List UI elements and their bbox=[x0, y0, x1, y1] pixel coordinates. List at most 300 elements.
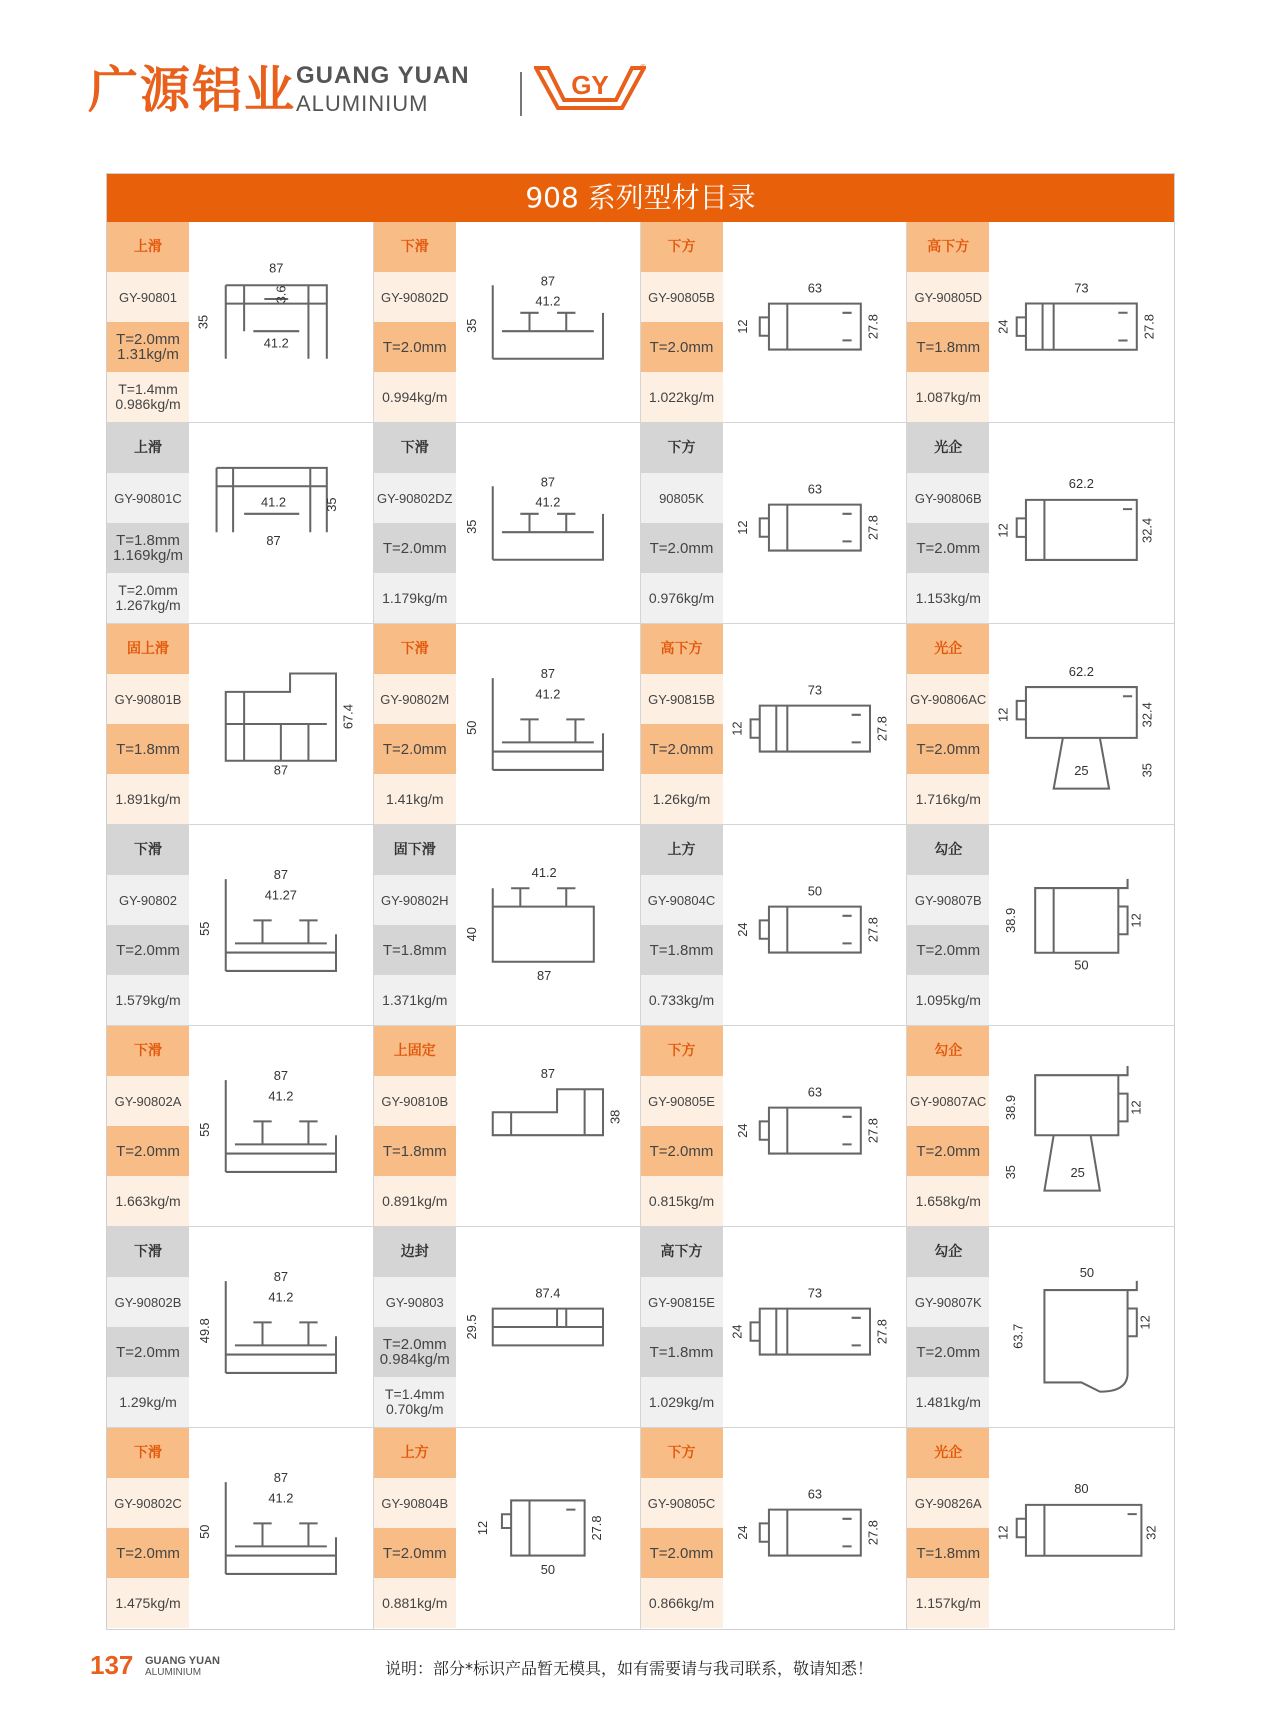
profile-name: 上固定 bbox=[374, 1026, 456, 1076]
profile-cell bbox=[907, 1026, 1174, 1227]
profile-info bbox=[107, 1428, 189, 1628]
profile-name: 边封 bbox=[374, 1227, 456, 1277]
profile-cell bbox=[907, 1227, 1174, 1428]
dimension-label: 32 bbox=[1143, 1525, 1159, 1540]
profile-drawing bbox=[189, 825, 373, 1025]
profile-code: GY-90810B bbox=[374, 1076, 456, 1126]
profile-code: GY-90806AC bbox=[907, 674, 989, 724]
footer-brand bbox=[145, 1655, 220, 1679]
profile-cell bbox=[107, 1227, 374, 1428]
dimension-label: 41.2 bbox=[268, 1289, 294, 1305]
brand-en-line1: GUANG YUAN bbox=[296, 62, 470, 89]
profile-drawing bbox=[989, 222, 1174, 422]
dimension-label: 24 bbox=[728, 1324, 744, 1339]
profile-spec: T=1.8mm bbox=[107, 724, 189, 774]
profile-name: 上滑 bbox=[107, 222, 189, 272]
profile-section-icon bbox=[989, 825, 1174, 1025]
dimension-label: 27.8 bbox=[864, 1118, 880, 1144]
profile-drawing bbox=[989, 1026, 1174, 1226]
dimension-label: 12 bbox=[1137, 1315, 1153, 1330]
profile-name: 上方 bbox=[374, 1428, 456, 1478]
profile-cell bbox=[107, 825, 374, 1026]
profile-outline bbox=[1017, 500, 1137, 560]
profile-code: GY-90806B bbox=[907, 473, 989, 523]
dimension-label: 73 bbox=[807, 1285, 822, 1301]
profile-info bbox=[374, 1026, 456, 1226]
profile-info bbox=[907, 222, 989, 422]
profile-name: 下滑 bbox=[107, 1026, 189, 1076]
dimension-label: 32.4 bbox=[1139, 702, 1155, 728]
profile-drawing bbox=[989, 423, 1174, 623]
profile-drawing bbox=[989, 624, 1174, 824]
profile-code: 90805K bbox=[641, 473, 723, 523]
profile-cell bbox=[907, 624, 1174, 825]
dimension-label: 41.2 bbox=[535, 494, 561, 510]
profile-cell bbox=[641, 1227, 908, 1428]
profile-catalog bbox=[106, 173, 1175, 1630]
dimension-label: 35 bbox=[324, 497, 339, 512]
dimension-label: 38.9 bbox=[1003, 907, 1019, 933]
profile-info bbox=[374, 1227, 456, 1427]
profile-code: GY-90805E bbox=[641, 1076, 723, 1126]
profile-name: 勾企 bbox=[907, 1026, 989, 1076]
profile-weight: 0.866kg/m bbox=[641, 1578, 723, 1628]
profile-name: 下方 bbox=[641, 423, 723, 473]
dimension-label: 35 bbox=[1003, 1165, 1019, 1180]
profile-weight: 1.475kg/m bbox=[107, 1578, 189, 1628]
profile-weight: 1.26kg/m bbox=[641, 774, 723, 824]
profile-weight: 0.994kg/m bbox=[374, 372, 456, 422]
dimension-label: 35 bbox=[463, 318, 479, 333]
profile-drawing bbox=[189, 624, 373, 824]
profile-drawing bbox=[723, 825, 907, 1025]
profile-info bbox=[907, 1026, 989, 1226]
profile-grid bbox=[107, 222, 1174, 1629]
profile-code: GY-90807K bbox=[907, 1277, 989, 1327]
profile-info bbox=[107, 423, 189, 623]
registered-mark: ® bbox=[640, 63, 646, 72]
dimension-label: 62.2 bbox=[1069, 663, 1095, 679]
dimension-label: 12 bbox=[1128, 1100, 1144, 1115]
profile-weight: 0.881kg/m bbox=[374, 1578, 456, 1628]
profile-weight: 1.41kg/m bbox=[374, 774, 456, 824]
profile-outline bbox=[1035, 879, 1127, 953]
profile-name: 下方 bbox=[641, 222, 723, 272]
profile-section-icon bbox=[989, 222, 1174, 422]
profile-info bbox=[374, 222, 456, 422]
dimension-label: 73 bbox=[1074, 280, 1089, 296]
profile-code: GY-90802H bbox=[374, 875, 456, 925]
profile-info bbox=[641, 423, 723, 623]
profile-spec: T=2.0mm bbox=[907, 925, 989, 975]
profile-weight: 0.733kg/m bbox=[641, 975, 723, 1025]
profile-name: 光企 bbox=[907, 423, 989, 473]
profile-info bbox=[641, 825, 723, 1025]
dimension-label: 87 bbox=[536, 968, 552, 984]
profile-section-icon bbox=[989, 624, 1174, 824]
dimension-label: 41.2 bbox=[531, 865, 557, 881]
dimension-label: 29.5 bbox=[463, 1314, 479, 1340]
profile-info bbox=[907, 423, 989, 623]
profile-cell bbox=[641, 624, 908, 825]
profile-drawing bbox=[723, 1026, 907, 1226]
profile-section-icon bbox=[989, 1428, 1174, 1628]
profile-info bbox=[107, 222, 189, 422]
profile-name: 高下方 bbox=[641, 624, 723, 674]
page-number: 137 bbox=[90, 1650, 134, 1680]
logo-lettering: GY bbox=[571, 70, 609, 100]
dimension-label: 87 bbox=[273, 1068, 289, 1084]
dimension-label: 63.7 bbox=[1010, 1323, 1026, 1349]
dimension-label: 38 bbox=[607, 1109, 623, 1124]
dimension-label: 32.4 bbox=[1139, 517, 1155, 543]
profile-section-icon bbox=[456, 423, 640, 623]
profile-spec: T=1.8mm bbox=[641, 1327, 723, 1377]
profile-drawing bbox=[456, 1227, 640, 1427]
profile-info bbox=[107, 1026, 189, 1226]
dimension-label: 55 bbox=[197, 1122, 213, 1137]
profile-name: 下滑 bbox=[374, 423, 456, 473]
profile-name: 光企 bbox=[907, 624, 989, 674]
profile-cell bbox=[374, 1428, 641, 1629]
profile-spec: T=2.0mm 1.31kg/m bbox=[107, 322, 189, 372]
dimension-label: 27.8 bbox=[864, 1520, 880, 1546]
dimension-label: 87 bbox=[540, 1066, 555, 1082]
dimension-label: 12 bbox=[995, 1525, 1011, 1540]
dimension-label: 12 bbox=[474, 1520, 490, 1536]
profile-drawing bbox=[989, 825, 1174, 1025]
profile-drawing bbox=[723, 222, 907, 422]
dimension-label: 63 bbox=[807, 280, 822, 296]
profile-info bbox=[374, 423, 456, 623]
profile-outline bbox=[493, 1089, 603, 1135]
profile-spec: T=2.0mm 0.984kg/m bbox=[374, 1327, 456, 1377]
profile-name: 固下滑 bbox=[374, 825, 456, 875]
profile-outline bbox=[1017, 304, 1137, 350]
dimension-label: 87.4 bbox=[535, 1285, 561, 1301]
profile-cell bbox=[374, 1227, 641, 1428]
profile-spec: T=2.0mm bbox=[907, 1126, 989, 1176]
profile-weight: 1.022kg/m bbox=[641, 372, 723, 422]
profile-section-icon bbox=[189, 624, 373, 824]
brand-name-en bbox=[296, 64, 470, 116]
profile-section-icon bbox=[189, 825, 373, 1025]
profile-spec: T=2.0mm bbox=[641, 1528, 723, 1578]
profile-name: 勾企 bbox=[907, 825, 989, 875]
profile-section-icon bbox=[456, 1428, 640, 1628]
profile-weight: 1.891kg/m bbox=[107, 774, 189, 824]
profile-code: GY-90805C bbox=[641, 1478, 723, 1528]
profile-section-icon bbox=[989, 1026, 1174, 1226]
profile-section-icon bbox=[456, 1227, 640, 1427]
dimension-label: 25 bbox=[1070, 1164, 1086, 1180]
dimension-label: 25 bbox=[1074, 762, 1089, 778]
profile-name: 上方 bbox=[641, 825, 723, 875]
profile-code: GY-90802D bbox=[374, 272, 456, 322]
dimension-label: 87 bbox=[266, 533, 281, 549]
profile-cell bbox=[374, 825, 641, 1026]
dimension-label: 50 bbox=[197, 1524, 213, 1539]
dimension-label: 41.2 bbox=[261, 494, 287, 510]
profile-section-icon bbox=[723, 825, 907, 1025]
profile-info bbox=[107, 1227, 189, 1427]
dimension-label: 50 bbox=[1079, 1265, 1095, 1281]
profile-info bbox=[641, 624, 723, 824]
profile-section-icon bbox=[456, 222, 640, 422]
dimension-label: 27.8 bbox=[874, 1319, 890, 1345]
profile-weight: 1.658kg/m bbox=[907, 1176, 989, 1226]
profile-name: 下滑 bbox=[107, 1227, 189, 1277]
dimension-label: 41.2 bbox=[535, 686, 561, 702]
profile-code: GY-90826A bbox=[907, 1478, 989, 1528]
profile-cell bbox=[107, 624, 374, 825]
dimension-label: 27.8 bbox=[1141, 314, 1157, 340]
profile-cell bbox=[907, 1428, 1174, 1629]
profile-weight: 0.976kg/m bbox=[641, 573, 723, 623]
profile-section-icon bbox=[189, 222, 373, 422]
dimension-label: 27.8 bbox=[864, 515, 880, 541]
profile-weight: 1.579kg/m bbox=[107, 975, 189, 1025]
dimension-label: 24 bbox=[734, 1525, 750, 1540]
profile-weight: 0.891kg/m bbox=[374, 1176, 456, 1226]
dimension-label: 24 bbox=[995, 319, 1011, 334]
profile-weight: 1.029kg/m bbox=[641, 1377, 723, 1427]
profile-weight: 1.663kg/m bbox=[107, 1176, 189, 1226]
profile-info bbox=[641, 1428, 723, 1628]
profile-drawing bbox=[456, 423, 640, 623]
dimension-label: 41.2 bbox=[268, 1088, 294, 1104]
footer-note: 说明：部分*标识产品暂无模具，如有需要请与我司联系，敬请知悉！ bbox=[385, 1659, 874, 1678]
profile-drawing bbox=[723, 1227, 907, 1427]
profile-spec: T=2.0mm bbox=[374, 523, 456, 573]
dimension-label: 12 bbox=[995, 707, 1011, 722]
profile-weight: 1.481kg/m bbox=[907, 1377, 989, 1427]
profile-code: GY-90807B bbox=[907, 875, 989, 925]
profile-cell bbox=[641, 222, 908, 423]
profile-name: 下滑 bbox=[107, 825, 189, 875]
profile-code: GY-90815B bbox=[641, 674, 723, 724]
profile-code: GY-90804C bbox=[641, 875, 723, 925]
dimension-label: 41.27 bbox=[264, 887, 297, 903]
profile-drawing bbox=[723, 423, 907, 623]
dimension-label: 62.2 bbox=[1069, 475, 1095, 491]
profile-cell bbox=[641, 1026, 908, 1227]
profile-code: GY-90802C bbox=[107, 1478, 189, 1528]
profile-weight: 1.153kg/m bbox=[907, 573, 989, 623]
profile-weight: T=2.0mm 1.267kg/m bbox=[107, 573, 189, 623]
profile-cell bbox=[374, 1026, 641, 1227]
profile-outline bbox=[1045, 1281, 1137, 1392]
profile-drawing bbox=[189, 222, 373, 422]
profile-name: 下滑 bbox=[374, 624, 456, 674]
profile-drawing bbox=[189, 1227, 373, 1427]
footer-brand-line1: GUANG YUAN bbox=[145, 1655, 220, 1667]
profile-info bbox=[107, 825, 189, 1025]
dimension-label: 40 bbox=[463, 927, 479, 942]
profile-spec: T=2.0mm bbox=[641, 1126, 723, 1176]
profile-spec: T=2.0mm bbox=[641, 523, 723, 573]
profile-cell bbox=[641, 423, 908, 624]
profile-section-icon bbox=[189, 1026, 373, 1226]
profile-cell bbox=[374, 423, 641, 624]
profile-spec: T=1.8mm bbox=[907, 1528, 989, 1578]
profile-name: 高下方 bbox=[641, 1227, 723, 1277]
profile-info bbox=[374, 825, 456, 1025]
profile-spec: T=1.8mm bbox=[374, 925, 456, 975]
brand-name-cn: 广源铝业 bbox=[88, 61, 296, 119]
profile-code: GY-90801B bbox=[107, 674, 189, 724]
profile-section-icon bbox=[723, 1026, 907, 1226]
profile-spec: T=2.0mm bbox=[374, 724, 456, 774]
profile-cell bbox=[641, 1428, 908, 1629]
profile-weight: 1.716kg/m bbox=[907, 774, 989, 824]
profile-outline bbox=[759, 1108, 860, 1154]
profile-drawing bbox=[723, 624, 907, 824]
dimension-label: 55 bbox=[197, 921, 213, 936]
profile-code: GY-90802M bbox=[374, 674, 456, 724]
dimension-label: 12 bbox=[734, 520, 750, 535]
profile-spec: T=2.0mm bbox=[641, 322, 723, 372]
profile-cell bbox=[907, 423, 1174, 624]
profile-info bbox=[641, 1026, 723, 1226]
dimension-label: 50 bbox=[540, 1561, 555, 1577]
profile-name: 上滑 bbox=[107, 423, 189, 473]
profile-spec: T=2.0mm bbox=[641, 724, 723, 774]
dimension-label: 50 bbox=[463, 720, 479, 735]
brand-logo-icon bbox=[534, 60, 646, 116]
profile-code: GY-90804B bbox=[374, 1478, 456, 1528]
profile-weight: T=1.4mm 0.70kg/m bbox=[374, 1377, 456, 1427]
footer-brand-line2: ALUMINIUM bbox=[145, 1667, 202, 1678]
profile-section-icon bbox=[989, 423, 1174, 623]
catalog-title: 908 系列型材目录 bbox=[107, 174, 1174, 222]
profile-spec: T=2.0mm bbox=[907, 523, 989, 573]
profile-code: GY-90801C bbox=[107, 473, 189, 523]
profile-drawing bbox=[456, 222, 640, 422]
dimension-label: 38.9 bbox=[1003, 1094, 1019, 1121]
dimension-label: 41.2 bbox=[263, 335, 289, 351]
dimension-label: 12 bbox=[1128, 913, 1144, 928]
profile-weight: 1.371kg/m bbox=[374, 975, 456, 1025]
profile-weight: 1.29kg/m bbox=[107, 1377, 189, 1427]
profile-info bbox=[907, 1428, 989, 1628]
profile-spec: T=2.0mm bbox=[107, 925, 189, 975]
profile-info bbox=[641, 1227, 723, 1427]
profile-weight: 0.815kg/m bbox=[641, 1176, 723, 1226]
dimension-label: 87 bbox=[540, 474, 555, 490]
profile-code: GY-90805D bbox=[907, 272, 989, 322]
profile-spec: T=1.8mm bbox=[907, 322, 989, 372]
profile-info bbox=[907, 825, 989, 1025]
profile-drawing bbox=[456, 1428, 640, 1628]
profile-weight: 1.157kg/m bbox=[907, 1578, 989, 1628]
profile-section-icon bbox=[989, 1227, 1174, 1427]
profile-cell bbox=[641, 825, 908, 1026]
profile-drawing bbox=[456, 624, 640, 824]
profile-info bbox=[107, 624, 189, 824]
dimension-label: 12 bbox=[734, 319, 750, 334]
profile-drawing bbox=[989, 1428, 1174, 1628]
dimension-label: 27.8 bbox=[864, 314, 880, 340]
profile-section-icon bbox=[456, 624, 640, 824]
brand-en-line2: ALUMINIUM bbox=[296, 91, 429, 116]
dimension-label: 35 bbox=[195, 314, 211, 330]
dimension-label: 24 bbox=[734, 1123, 750, 1138]
profile-name: 勾企 bbox=[907, 1227, 989, 1277]
dimension-label: 87 bbox=[273, 1470, 289, 1486]
profile-spec: T=1.8mm bbox=[641, 925, 723, 975]
profile-section-icon bbox=[189, 1428, 373, 1628]
profile-cell bbox=[107, 1428, 374, 1629]
profile-outline bbox=[759, 907, 860, 953]
dimension-label: 35 bbox=[463, 519, 479, 534]
profile-code: GY-90807AC bbox=[907, 1076, 989, 1126]
dimension-label: 27.8 bbox=[588, 1515, 604, 1541]
profile-cell bbox=[907, 222, 1174, 423]
profile-section-icon bbox=[723, 1227, 907, 1427]
dimension-label: 87 bbox=[540, 666, 555, 682]
profile-drawing bbox=[189, 1428, 373, 1628]
dimension-label: 87 bbox=[540, 273, 555, 289]
profile-spec: T=1.8mm bbox=[374, 1126, 456, 1176]
profile-weight: 1.095kg/m bbox=[907, 975, 989, 1025]
profile-cell bbox=[374, 222, 641, 423]
profile-drawing bbox=[189, 423, 373, 623]
profile-outline bbox=[502, 1500, 585, 1555]
page-header bbox=[88, 56, 688, 126]
profile-code: GY-90802DZ bbox=[374, 473, 456, 523]
dimension-label: 41.2 bbox=[535, 293, 561, 309]
profile-spec: T=2.0mm bbox=[107, 1528, 189, 1578]
profile-info bbox=[641, 222, 723, 422]
profile-code: GY-90805B bbox=[641, 272, 723, 322]
profile-drawing bbox=[456, 1026, 640, 1226]
profile-outline bbox=[750, 706, 869, 752]
profile-outline bbox=[493, 1309, 603, 1346]
dimension-label: 73 bbox=[807, 682, 822, 698]
profile-spec: T=2.0mm bbox=[374, 322, 456, 372]
profile-info bbox=[374, 1428, 456, 1628]
profile-outline bbox=[493, 888, 594, 962]
dimension-label: 50 bbox=[1074, 957, 1089, 973]
profile-spec: T=1.8mm 1.169kg/m bbox=[107, 523, 189, 573]
profile-name: 下滑 bbox=[107, 1428, 189, 1478]
profile-code: GY-90802B bbox=[107, 1277, 189, 1327]
dimension-label: 87 bbox=[273, 1269, 289, 1285]
dimension-label: 50 bbox=[807, 883, 822, 899]
dimension-label: 41.2 bbox=[268, 1490, 294, 1506]
dimension-label: 49.8 bbox=[197, 1318, 213, 1344]
profile-weight: T=1.4mm 0.986kg/m bbox=[107, 372, 189, 422]
profile-section-icon bbox=[189, 1227, 373, 1427]
profile-info bbox=[374, 624, 456, 824]
profile-name: 高下方 bbox=[907, 222, 989, 272]
profile-spec: T=2.0mm bbox=[107, 1126, 189, 1176]
profile-outline bbox=[759, 1510, 860, 1556]
profile-name: 固上滑 bbox=[107, 624, 189, 674]
profile-section-icon bbox=[723, 423, 907, 623]
dimension-label: 63 bbox=[807, 1486, 822, 1502]
profile-section-icon bbox=[189, 423, 373, 623]
profile-outline bbox=[759, 505, 860, 551]
dimension-label: 87 bbox=[269, 260, 284, 276]
profile-name: 下方 bbox=[641, 1428, 723, 1478]
dimension-label: 27.8 bbox=[874, 716, 890, 742]
profile-cell bbox=[907, 825, 1174, 1026]
profile-name: 下滑 bbox=[374, 222, 456, 272]
profile-drawing bbox=[189, 1026, 373, 1226]
profile-section-icon bbox=[456, 825, 640, 1025]
